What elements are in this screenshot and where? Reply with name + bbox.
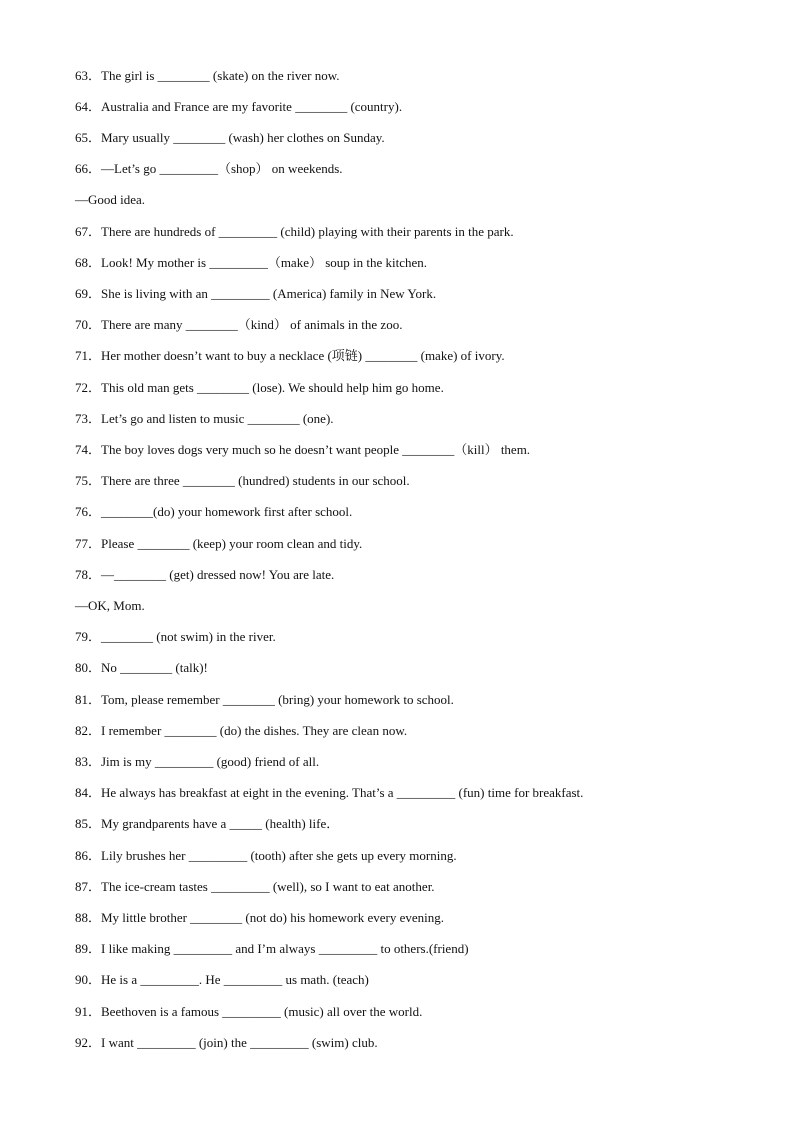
exercise-line: 69．She is living with an _________ (America) family in New York.	[75, 286, 437, 301]
exercise-line: 68．Look! My mother is _________（make） soup in the kitchen.	[75, 255, 428, 270]
exercise-line: 71．Her mother doesn’t want to buy a necklace (项链) ________ (make) of ivory.	[75, 348, 505, 363]
exercise-line: 70．There are many ________（kind） of animals in the zoo.	[75, 317, 403, 332]
dialogue-response: —Good idea.	[75, 192, 146, 207]
exercise-line: 83．Jim is my _________ (good) friend of all.	[75, 754, 320, 769]
exercise-line: 65．Mary usually ________ (wash) her clothes on Sunday.	[75, 130, 385, 145]
exercise-line: 72．This old man gets ________ (lose). We should help him go home.	[75, 380, 444, 395]
exercise-line: 77．Please ________ (keep) your room clean and tidy.	[75, 536, 363, 551]
exercise-line: 79．________ (not swim) in the river.	[75, 629, 276, 644]
exercise-line: 86．Lily brushes her _________ (tooth) after she gets up every morning.	[75, 848, 457, 863]
exercise-line: 67．There are hundreds of _________ (child) playing with their parents in the park.	[75, 224, 514, 239]
exercise-line: 80．No ________ (talk)!	[75, 660, 208, 675]
exercise-line: 87．The ice-cream tastes _________ (well), so I want to eat another.	[75, 879, 435, 894]
exercise-line: 74．The boy loves dogs very much so he doesn’t want people ________（kill） them.	[75, 442, 531, 457]
exercise-line: 63．The girl is ________ (skate) on the river now.	[75, 68, 340, 83]
exercise-line: 66．—Let’s go _________（shop） on weekends.	[75, 161, 343, 176]
exercise-line: 84．He always has breakfast at eight in the evening. That’s a _________ (fun) time for breakfast.	[75, 785, 584, 800]
exercise-line: 78．—________ (get) dressed now! You are late.	[75, 567, 335, 582]
exercise-line: 64．Australia and France are my favorite ________ (country).	[75, 99, 403, 114]
exercise-line: 73．Let’s go and listen to music ________ (one).	[75, 411, 334, 426]
exercise-line: 88．My little brother ________ (not do) his homework every evening.	[75, 910, 444, 925]
exercise-line: 90．He is a _________. He _________ us math. (teach)	[75, 972, 369, 987]
exercise-line: 75．There are three ________ (hundred) students in our school.	[75, 473, 410, 488]
exercise-line: 89．I like making _________ and I’m always _________ to others.(friend)	[75, 941, 469, 956]
exercise-line: 91．Beethoven is a famous _________ (music) all over the world.	[75, 1004, 423, 1019]
dialogue-response: —OK, Mom.	[75, 598, 145, 613]
exercise-line: 82．I remember ________ (do) the dishes. They are clean now.	[75, 723, 408, 738]
exercise-line: 81．Tom, please remember ________ (bring) your homework to school.	[75, 692, 454, 707]
exercise-line: 76．________(do) your homework first after school.	[75, 504, 353, 519]
exercise-line: 85．My grandparents have a _____ (health) life．	[75, 816, 340, 831]
exercise-line: 92．I want _________ (join) the _________ (swim) club.	[75, 1035, 378, 1050]
